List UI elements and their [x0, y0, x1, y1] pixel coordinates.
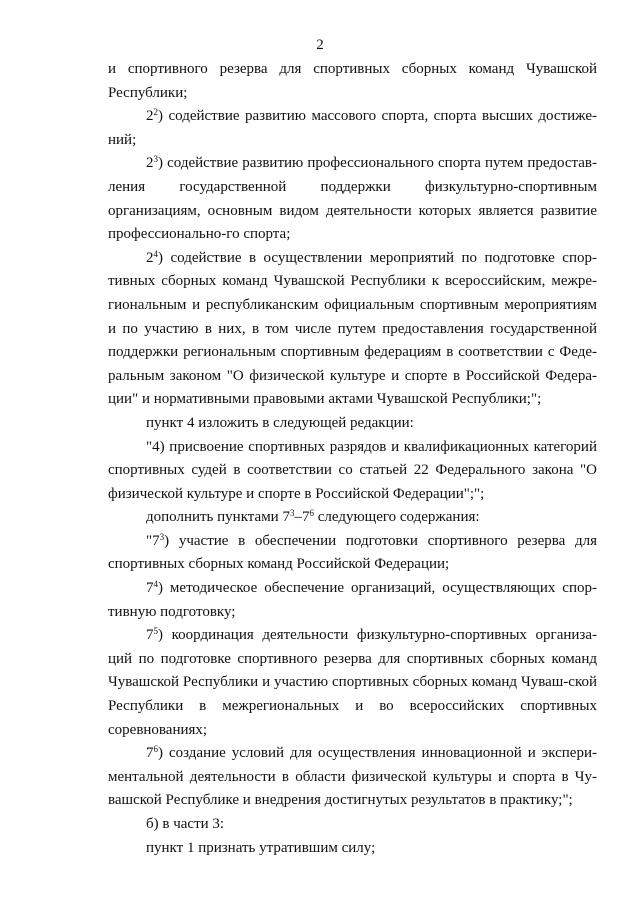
paragraph [108, 152, 597, 246]
paragraph-text: ) методическое обеспечение организаций, осуществляющих спор-тивную подготовку; [108, 580, 597, 620]
paragraph-text: 7 [146, 745, 154, 762]
superscript: 6 [153, 744, 158, 755]
paragraph-text: пункт 1 признать утратившим силу; [146, 839, 376, 856]
paragraph-text: 2 [146, 155, 154, 172]
page-number: 2 [316, 37, 324, 53]
paragraph-text: ) содействие в осуществлении мероприятий по подготовке спор-тивных сборных команд Чувашской Республики к всероссийским, межре-гиональным и республиканским официальным спортивным мероприятиям и по участию в них, в том числе путем предоставления государственной поддержки региональным спортивным федерациям в соответствии с Феде-ральным законом "О физической культуре и спорте в Российской Федера-ции" и нормативными правовыми актами Чувашской Республики;"; [108, 249, 597, 408]
superscript: 3 [289, 508, 295, 519]
paragraph-text: "4) присвоение спортивных разрядов и квалификационных категорий спортивных судей в соответствии со статьей 22 Федерального закона "О физической культуре и спорте в Российской Федерации";"; [108, 438, 597, 502]
paragraph-text: ) создание условий для осуществления инновационной и экспери-ментальной деятельности в области физической культуры и спорта в Чу-вашской Республике и внедрения достигнутых результатов в практику;"; [108, 745, 597, 809]
paragraph-text: ) участие в обеспечении подготовки спортивного резерва для спортивных сборных команд Российской Федерации; [108, 532, 597, 573]
paragraph [108, 837, 597, 861]
paragraph [108, 412, 597, 436]
paragraph-text: пункт 4 изложить в следующей редакции: [146, 414, 414, 431]
superscript: 2 [153, 107, 158, 118]
superscript: 6 [309, 508, 314, 519]
paragraph [108, 105, 597, 152]
paragraph [108, 742, 597, 813]
paragraph-text: –7 [294, 509, 310, 526]
document-body [108, 58, 597, 860]
paragraph-text: б) в части 3: [146, 816, 225, 832]
paragraph [108, 530, 597, 577]
superscript: 5 [153, 626, 158, 637]
paragraph [108, 436, 597, 507]
paragraph-text: 7 [146, 580, 154, 597]
paragraph [108, 58, 597, 105]
paragraph-text: следующего содержания: [313, 509, 480, 526]
paragraph-text: 7 [146, 627, 154, 644]
paragraph-text: дополнить пунктами 7 [146, 509, 290, 526]
superscript: 4 [153, 579, 158, 590]
paragraph-text: 2 [146, 249, 154, 266]
paragraph-text: ) координация деятельности физкультурно-спортивных организа-ций по подготовке спортивного резерва для спортивных сборных команд Чувашской Республики и участию спортивных сборных команд Чуваш-ской Республики в межрегиональных и во всероссийских спортивных соревнованиях; [108, 627, 597, 738]
superscript: 3 [153, 154, 158, 165]
paragraph-text: ) содействие развитию массового спорта, спорта высших достиже-ний; [108, 108, 597, 148]
paragraph [108, 506, 597, 530]
paragraph [108, 813, 597, 837]
paragraph [108, 577, 597, 624]
paragraph [108, 624, 597, 742]
paragraph-text: ) содействие развитию профессионального спорта путем предостав-ления государственной поддержки физкультурно-спортивным организациям, основным видом деятельности которых является развитие профессионально-го спорта; [108, 155, 597, 243]
paragraph [108, 247, 597, 412]
paragraph-text: 2 [146, 108, 154, 125]
superscript: 3 [159, 531, 165, 542]
paragraph-text: "7 [146, 532, 160, 549]
superscript: 4 [153, 248, 158, 259]
paragraph-text: и спортивного резерва для спортивных сборных команд Чувашской Республики; [108, 61, 597, 101]
